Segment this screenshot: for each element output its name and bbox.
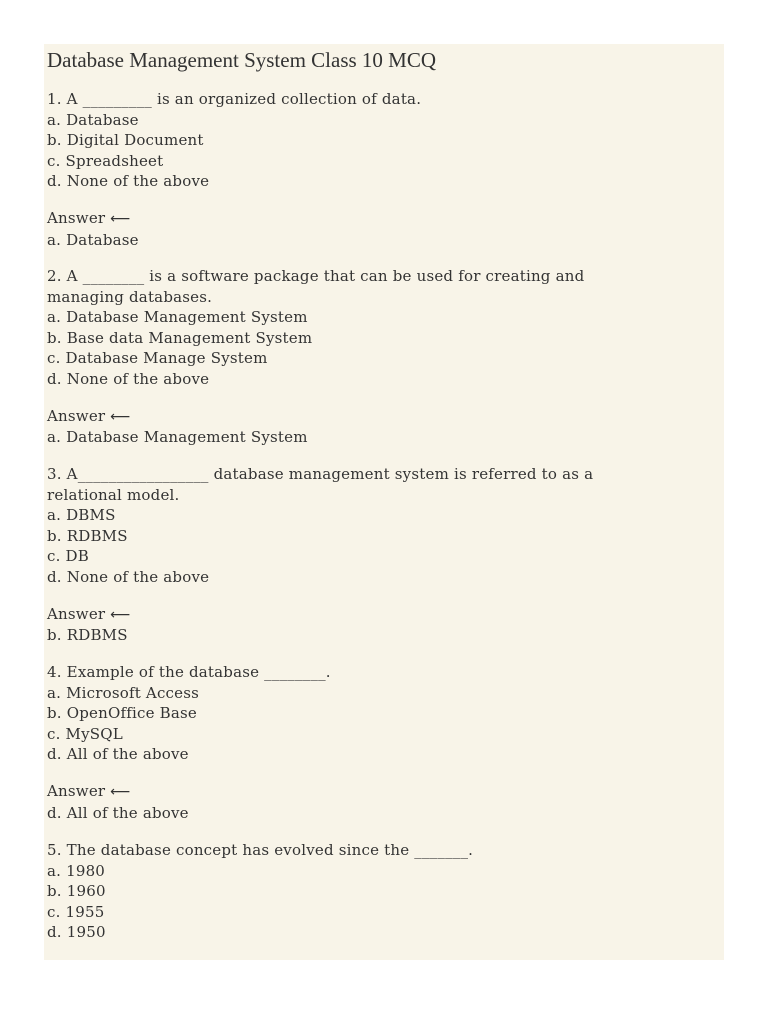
option-b: b. OpenOffice Base bbox=[47, 704, 197, 722]
question-2 bbox=[47, 266, 677, 448]
option-d: d. 1950 bbox=[47, 923, 106, 941]
option-c: c. Spreadsheet bbox=[47, 151, 164, 170]
option-a: a. Microsoft Access bbox=[47, 683, 200, 702]
answer-block bbox=[47, 406, 677, 448]
option-d: d. None of the above bbox=[47, 369, 210, 388]
option-d: d. All of the above bbox=[47, 745, 189, 763]
answer-text: d. All of the above bbox=[47, 803, 189, 822]
question-text-continued: managing databases. bbox=[47, 287, 213, 306]
answer-block bbox=[47, 781, 677, 823]
question-4 bbox=[47, 662, 677, 823]
option-b: b. Digital Document bbox=[47, 131, 204, 149]
option-c: c. 1955 bbox=[47, 902, 105, 921]
option-b: b. RDBMS bbox=[47, 526, 128, 545]
option-a: a. DBMS bbox=[47, 506, 116, 524]
option-c: c. DB bbox=[47, 547, 89, 565]
question-text: 1. A _________ is an organized collection of data. bbox=[47, 90, 422, 108]
answer-toggle[interactable] bbox=[47, 406, 677, 428]
arrow-left-icon: ⟵ bbox=[110, 606, 131, 623]
option-d: d. None of the above bbox=[47, 567, 210, 586]
page-title: Database Management System Class 10 MCQ bbox=[47, 48, 437, 72]
answer-label: Answer bbox=[47, 209, 106, 227]
answer-text: a. Database bbox=[47, 230, 139, 249]
answer-toggle[interactable] bbox=[47, 208, 677, 230]
option-b: b. 1960 bbox=[47, 882, 106, 900]
option-a: a. 1980 bbox=[47, 861, 106, 880]
option-a: a. Database Management System bbox=[47, 308, 308, 326]
question-text: 4. Example of the database ________. bbox=[47, 663, 331, 681]
arrow-left-icon: ⟵ bbox=[110, 408, 131, 425]
question-text-continued: relational model. bbox=[47, 485, 180, 504]
answer-toggle[interactable] bbox=[47, 604, 677, 626]
question-3 bbox=[47, 464, 677, 646]
answer-text: b. RDBMS bbox=[47, 626, 128, 644]
arrow-left-icon: ⟵ bbox=[110, 211, 131, 227]
question-text: 5. The database concept has evolved since the _______. bbox=[47, 841, 474, 859]
option-a: a. Database bbox=[47, 110, 139, 129]
question-1 bbox=[47, 89, 677, 250]
option-c: c. MySQL bbox=[47, 724, 123, 743]
option-d: d. None of the above bbox=[47, 172, 210, 190]
answer-toggle[interactable] bbox=[47, 781, 677, 803]
document-page bbox=[44, 44, 724, 960]
question-5 bbox=[47, 840, 677, 943]
question-text: 3. A_________________ database management system is referred to as a bbox=[47, 465, 594, 483]
answer-text: a. Database Management System bbox=[47, 428, 308, 446]
answer-block bbox=[47, 208, 677, 250]
answer-label: Answer bbox=[47, 406, 106, 425]
option-b: b. Base data Management System bbox=[47, 328, 313, 347]
answer-label: Answer bbox=[47, 604, 106, 623]
option-c: c. Database Manage System bbox=[47, 349, 268, 367]
question-text: 2. A ________ is a software package that can be used for creating and bbox=[47, 267, 585, 285]
arrow-left-icon: ⟵ bbox=[110, 784, 131, 800]
answer-label: Answer bbox=[47, 782, 106, 800]
answer-block bbox=[47, 604, 677, 646]
